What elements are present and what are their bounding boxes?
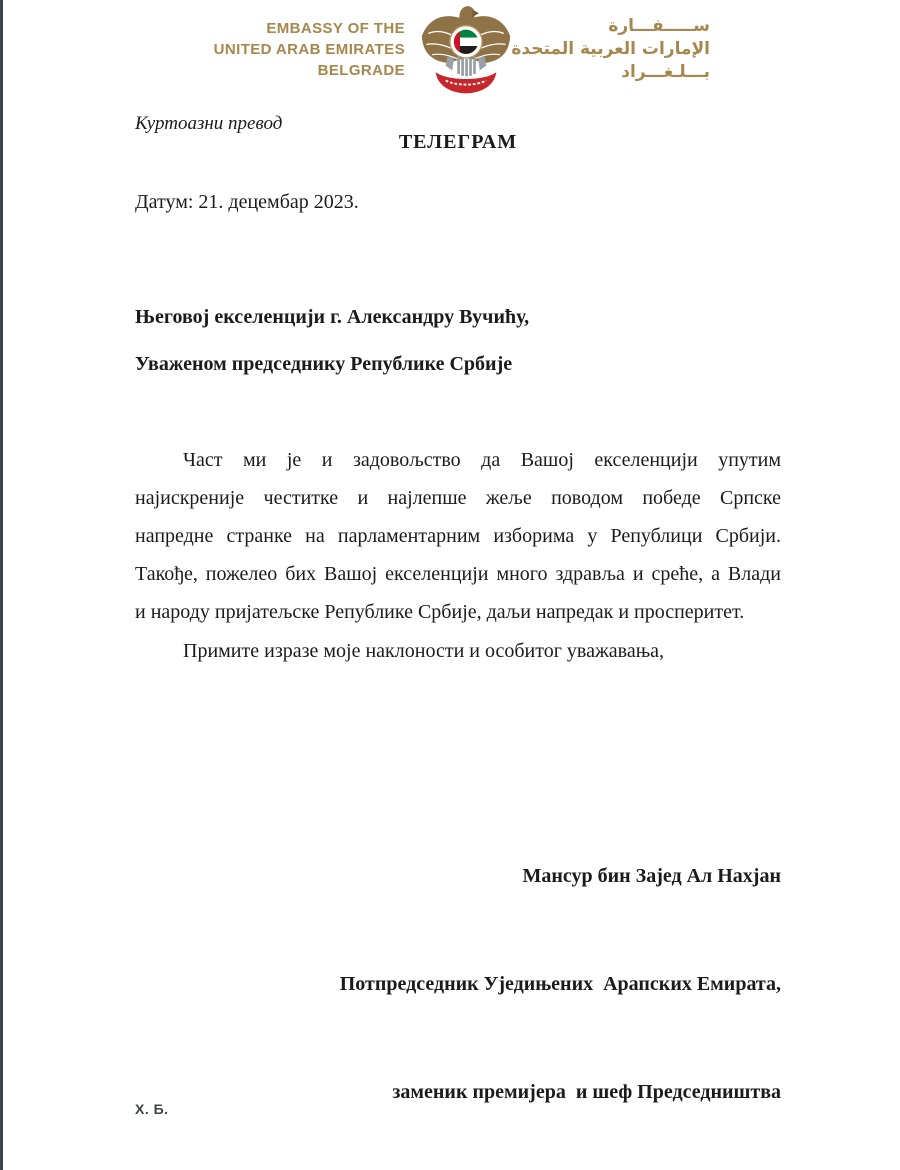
letterhead-ar-line-1: ســـــفـــارة	[608, 16, 710, 36]
footer-initials: Х. Б.	[135, 1101, 169, 1117]
signature-block	[135, 786, 781, 1170]
body-line: Такође, пожелео бих Вашој екселенцији много здравља и среће, а Влади	[135, 563, 781, 585]
letterhead-en-line-3: BELGRADE	[317, 62, 405, 79]
signature-title-1: Потпредседник Уједињених Арапских Емирата,	[339, 973, 781, 995]
signature-title-2: заменик премијера и шеф Председништва	[392, 1081, 781, 1103]
embassy-name-arabic	[511, 15, 710, 84]
uae-falcon-emblem-icon	[419, 5, 513, 97]
letterhead-en-line-1: EMBASSY OF THE	[266, 20, 405, 37]
addressee-block	[135, 294, 529, 388]
courtesy-translation-note: Куртоазни превод	[135, 113, 283, 134]
date-line: Датум: 21. децембар 2023.	[135, 191, 359, 213]
embassy-name-english	[214, 18, 405, 81]
body-line: најискреније честитке и најлепше жеље поводом победе Српске	[135, 487, 781, 509]
body-line: напредне странке на парламентарним изборима у Републици Србији.	[135, 525, 781, 547]
letterhead-ar-line-2: الإمارات العربية المتحدة	[511, 39, 710, 59]
addressee-line-2: Уваженом председнику Републике Србије	[135, 353, 513, 375]
viewer-left-edge	[0, 0, 3, 1170]
body-paragraph-2: Примите изразе моје наклоности и особитог уважавања,	[183, 640, 665, 662]
document-title: ТЕЛЕГРАМ	[398, 131, 518, 153]
body-paragraph-1	[135, 441, 781, 631]
letterhead-en-line-2: UNITED ARAB EMIRATES	[213, 41, 405, 58]
body-line: и народу пријатељске Републике Србије, даљи напредак и просперитет.	[135, 601, 745, 623]
addressee-line-1: Његовој екселенцији г. Александру Вучићу,	[135, 306, 530, 328]
body-line: Част ми је и задовољство да Вашој екселенцији упутим	[183, 449, 781, 471]
letterhead-ar-line-3: بـــلـغـــراد	[621, 62, 710, 82]
signature-name: Мансур бин Зајед Ал Нахјан	[522, 865, 781, 887]
